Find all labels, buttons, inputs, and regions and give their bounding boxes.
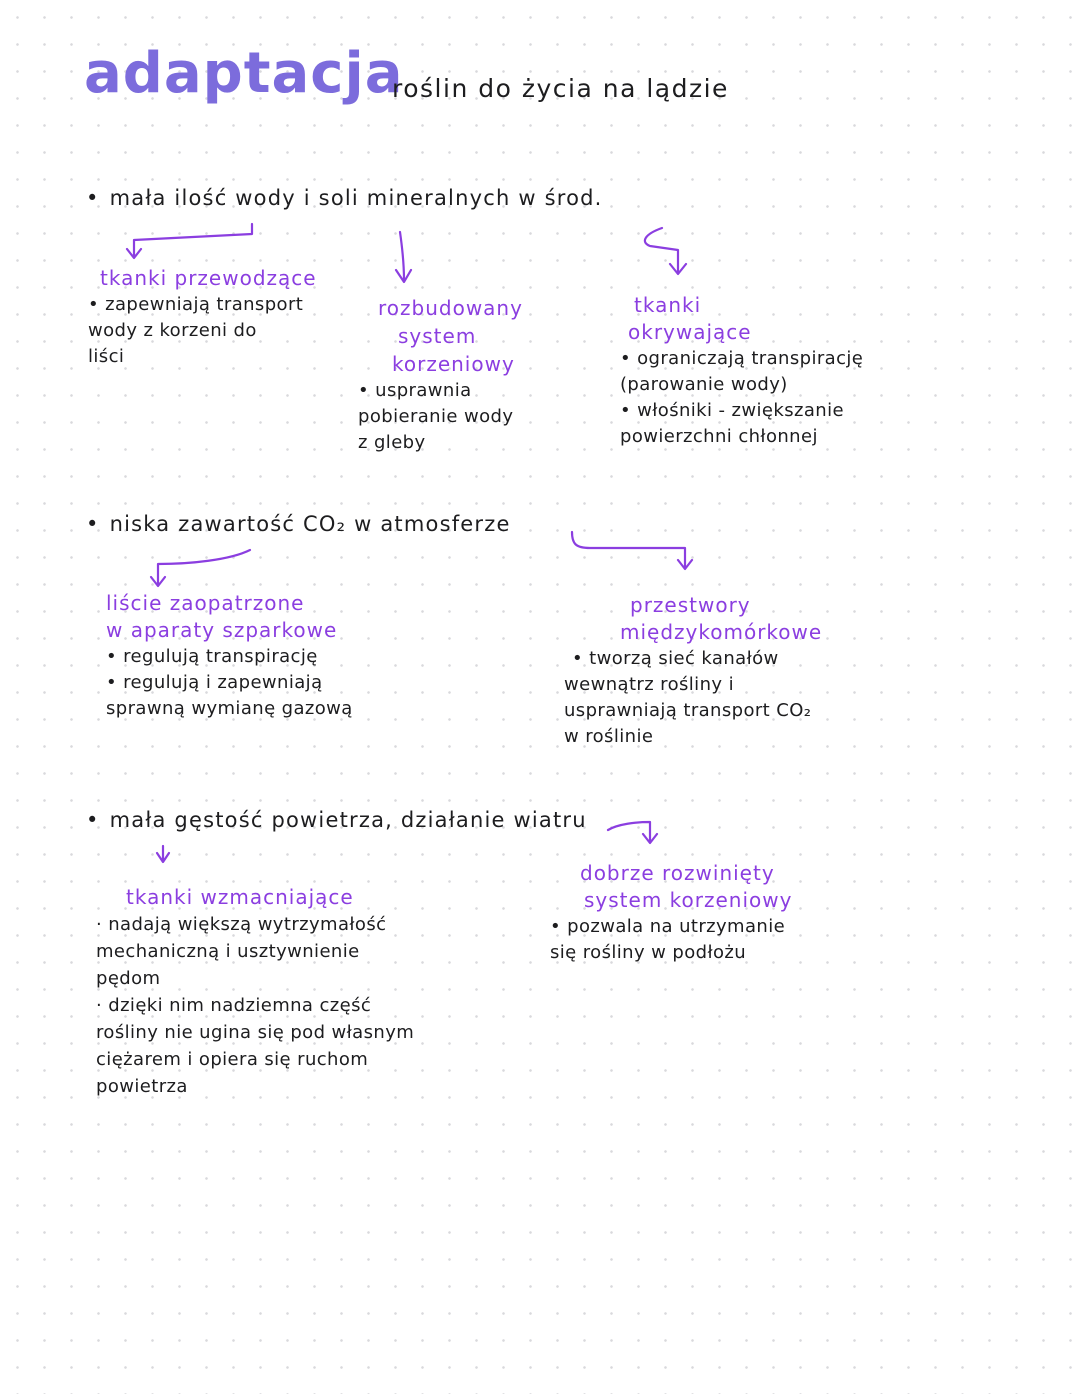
- arrow-to-przestwory: [572, 532, 692, 569]
- adaptation-desc-line: pędom: [96, 968, 161, 989]
- adaptation-desc-line: ciężarem i opiera się ruchom: [96, 1049, 369, 1070]
- adaptation-desc-line: w roślinie: [564, 726, 654, 747]
- cause-text: mała ilość wody i soli mineralnych w środ.: [109, 186, 603, 210]
- adaptation-title: przestwory: [630, 593, 751, 617]
- cause-co2: [86, 512, 511, 536]
- page-title: adaptacja: [84, 41, 404, 106]
- bullet-icon: •: [86, 512, 100, 536]
- cause-text: niska zawartość CO₂ w atmosferze: [109, 512, 511, 536]
- adaptation-title: tkanki przewodzące: [100, 266, 317, 290]
- adaptation-title: rozbudowany: [378, 296, 523, 320]
- arrow-to-liscie: [151, 550, 250, 586]
- adaptation-desc-line: sprawną wymianę gazową: [106, 698, 353, 719]
- adaptation-dobrze: [550, 860, 850, 966]
- arrow-to-korzeniowy: [396, 232, 411, 282]
- adaptation-title: korzeniowy: [392, 352, 515, 376]
- adaptation-title: liście zaopatrzone: [106, 591, 305, 615]
- adaptation-okrywajace: [620, 292, 920, 450]
- bullet-icon: •: [86, 808, 100, 832]
- arrow-to-dobrze: [608, 822, 657, 843]
- arrow-to-wzmacniajace: [157, 846, 169, 862]
- adaptation-desc-line: powierzchni chłonnej: [620, 426, 818, 447]
- adaptation-desc-line: • zapewniają transport: [88, 294, 304, 315]
- adaptation-desc-line: się rośliny w podłożu: [550, 942, 747, 963]
- adaptation-desc-line: (parowanie wody): [620, 374, 788, 395]
- adaptation-desc-line: • tworzą sieć kanałów: [572, 648, 779, 669]
- adaptation-liscie: [106, 590, 406, 722]
- adaptation-desc-line: • regulują transpirację: [106, 646, 318, 667]
- adaptation-title: tkanki wzmacniające: [126, 885, 354, 909]
- adaptation-desc-line: powietrza: [96, 1076, 188, 1097]
- adaptation-title: system: [398, 324, 477, 348]
- adaptation-desc-line: • regulują i zapewniają: [106, 672, 323, 693]
- adaptation-przestwory: [564, 592, 884, 750]
- arrow-to-przewodzace: [127, 224, 252, 258]
- arrow-to-okrywajace: [645, 228, 686, 274]
- page-subtitle: roślin do życia na lądzie: [392, 74, 729, 103]
- adaptation-desc-line: • ograniczają transpirację: [620, 348, 864, 369]
- adaptation-wzmacniajace: [96, 884, 496, 1100]
- adaptation-desc-line: usprawniają transport CO₂: [564, 700, 812, 721]
- adaptation-desc-line: wody z korzeni do: [88, 320, 257, 341]
- adaptation-title: okrywające: [628, 320, 752, 344]
- adaptation-desc-line: mechaniczną i usztywnienie: [96, 941, 360, 962]
- adaptation-title: tkanki: [634, 293, 702, 317]
- adaptation-desc-line: · nadają większą wytrzymałość: [96, 914, 387, 935]
- adaptation-korzeniowy: [358, 294, 588, 456]
- cause-water: [86, 186, 603, 210]
- adaptation-desc-line: • włośniki - zwiększanie: [620, 400, 844, 421]
- adaptation-przewodzace: [88, 265, 358, 370]
- adaptation-desc-line: wewnątrz rośliny i: [564, 674, 734, 695]
- adaptation-desc-line: • usprawnia: [358, 380, 472, 401]
- bullet-icon: •: [86, 186, 100, 210]
- adaptation-desc-line: pobieranie wody: [358, 406, 514, 427]
- cause-text: mała gęstość powietrza, działanie wiatru: [109, 808, 587, 832]
- cause-air: [86, 808, 587, 832]
- adaptation-desc-line: • pozwala na utrzymanie: [550, 916, 786, 937]
- adaptation-title: dobrze rozwinięty: [580, 861, 775, 885]
- adaptation-title: w aparaty szparkowe: [106, 618, 338, 642]
- adaptation-desc-line: liści: [88, 346, 125, 367]
- adaptation-desc-line: · dzięki nim nadziemna część: [96, 995, 372, 1016]
- adaptation-title: międzykomórkowe: [620, 620, 823, 644]
- adaptation-desc-line: rośliny nie ugina się pod własnym: [96, 1022, 415, 1043]
- adaptation-title: system korzeniowy: [584, 888, 793, 912]
- adaptation-desc-line: z gleby: [358, 432, 426, 453]
